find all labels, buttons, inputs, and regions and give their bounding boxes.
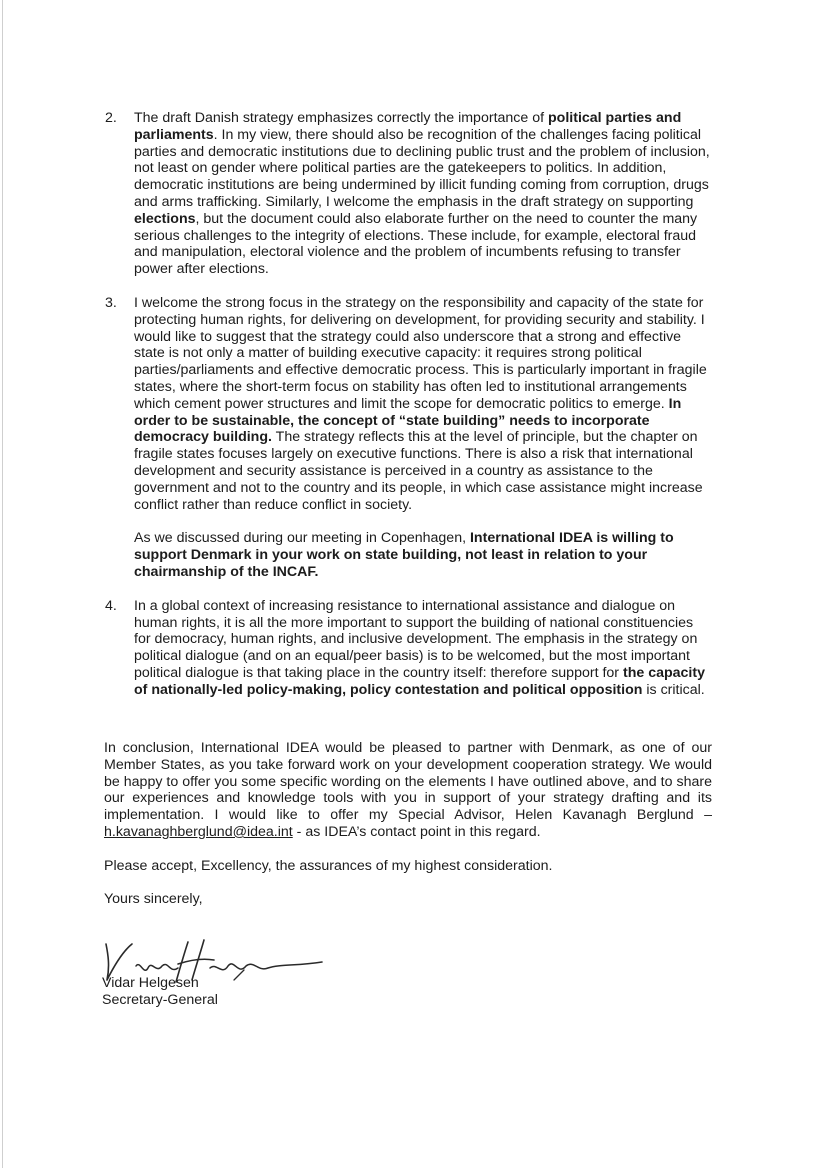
emphasis-text: International IDEA is willing to support Denmark in your work on state building, not least in relation to your chairmanship of the INCAF.: [134, 530, 674, 580]
signatory-title: Secretary-General: [102, 992, 218, 1008]
point-number: 4.: [105, 597, 117, 614]
body-text: I welcome the strong focus in the strategy on the responsibility and capacity of the state for protecting human rights, for delivering on development, for providing security and stability. I would like to suggest that the strategy could also underscore that a strong and effective state is not only a matter of building executive capacity: it requires strong political parties/parliaments and effective democratic process. This is particularly important in fragile states, where the short-term focus on stability has often led to institutional arrangements which cement power structures and limit the scope for democratic politics to emerge.: [134, 294, 707, 412]
point-paragraph: [134, 598, 713, 699]
body-text: is critical.: [642, 681, 705, 698]
numbered-points-list: [105, 110, 713, 699]
signatory-name: Vidar Helgesen: [102, 975, 199, 991]
body-text: , but the document could also elaborate further on the need to counter the many serious challenges to the integrity of elections. These include, for example, electoral fraud and manipulation, electoral violence and the problem of incumbents refusing to transfer power after elections.: [134, 210, 698, 278]
body-text: In a global context of increasing resistance to international assistance and dialogue on human rights, it is all the more important to support the building of national constituencies for democracy, human rights, and inclusive development. The emphasis in the strategy on political dialogue (and on an equal/peer basis) is to be welcomed, but the most important political dialogue is that taking place in the country itself: therefore support for: [134, 597, 698, 681]
conclusion-paragraph: [104, 740, 712, 841]
body-text: The draft Danish strategy emphasizes correctly the importance of: [134, 110, 548, 126]
emphasis-text: the capacity of nationally-led policy-making, policy contestation and political opposition: [134, 664, 705, 698]
conclusion-text: In conclusion, International IDEA would be pleased to partner with Denmark, as one of our Member States, as you take forward work on your development cooperation strategy. We would be happy to offer you some specific wording on the elements I have outlined above, and to share our experiences and knowledge tools with you in support of your strategy drafting and its implementation. I would like to offer my Special Advisor, Helen Kavanagh Berglund –: [104, 740, 712, 824]
point-number: 2.: [105, 110, 117, 126]
body-text: As we discussed during our meeting in Copenhagen,: [134, 530, 470, 547]
point-3: [105, 295, 713, 581]
emphasis-text: In order to be sustainable, the concept of “state building” needs to incorporate democracy building.: [134, 395, 682, 446]
point-2: [105, 110, 713, 278]
contact-email-link[interactable]: h.kavanaghberglund@idea.int: [104, 823, 293, 840]
point-paragraph: [134, 110, 713, 278]
emphasis-text: political parties and parliaments: [134, 110, 682, 143]
closing-line: Please accept, Excellency, the assurances of my highest consideration.: [104, 858, 553, 874]
point-paragraph: [134, 295, 713, 513]
body-text: The strategy reflects this at the level of principle, but the chapter on fragile states focuses largely on executive functions. There is also a risk that international development and security assistance is perceived in a country as assistance to the government and not to the country and its people, in which case assistance might increase conflict rather than reduce conflict in society.: [134, 429, 703, 513]
conclusion-tail-text: - as IDEA’s contact point in this regard.: [292, 823, 541, 840]
point-number: 3.: [105, 294, 117, 311]
point-4: [105, 598, 713, 699]
valediction: Yours sincerely,: [104, 891, 203, 907]
point-paragraph-idea-offer: [134, 530, 713, 580]
emphasis-text: elections: [134, 210, 196, 227]
scan-edge-line: [2, 0, 3, 1168]
body-text: . In my view, there should also be recognition of the challenges facing political parties and democratic institutions due to declining public trust and the problem of inclusion, not least on gender where political parties are the gatekeepers to politics. In addition, democratic institutions are being undermined by illicit funding coming from corruption, drugs and arms trafficking. Similarly, I welcome the emphasis in the draft strategy on supporting: [134, 126, 710, 210]
